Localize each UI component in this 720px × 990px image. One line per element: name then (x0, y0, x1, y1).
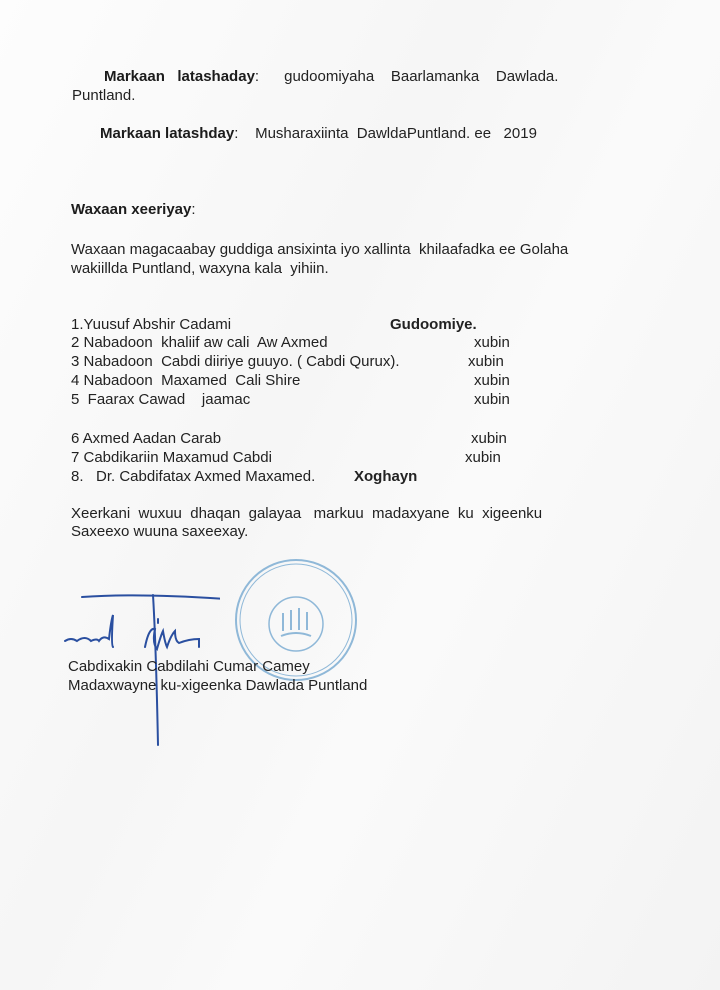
member-role: xubin (468, 353, 504, 370)
member-role: Xoghayn (354, 468, 418, 485)
section-heading: Waxaan xeeriyay: (71, 201, 196, 218)
header-line-1: Markaan latashaday: gudoomiyaha Baarlamanka Dawlada. (104, 68, 559, 85)
member-role: xubin (474, 372, 510, 389)
closing-line-2: Saxeexo wuuna saxeexay. (71, 523, 249, 540)
member-name: 3 Nabadoon Cabdi diiriye guuyo. ( Cabdi Qurux). (71, 353, 400, 370)
signed-label-1: Markaan latashaday (104, 68, 255, 85)
closing-line-1: Xeerkani wuxuu dhaqan galayaa markuu madaxyane ku xigeenku (71, 505, 543, 522)
member-name: 5 Faarax Cawad jaamac (71, 391, 251, 408)
member-role: xubin (474, 391, 510, 408)
header-line-2: Markaan latashday: Musharaxiinta DawldaPuntland. ee 2019 (100, 125, 537, 142)
member-role: xubin (465, 449, 501, 466)
member-name: 6 Axmed Aadan Carab (71, 430, 222, 447)
member-name: 1.Yuusuf Abshir Cadami (71, 316, 232, 333)
signed-value-2: Musharaxiinta DawldaPuntland. ee 2019 (255, 125, 537, 142)
member-role: Gudoomiye. (390, 316, 477, 333)
paragraph-line-1: Waxaan magacaabay guddiga ansixinta iyo xallinta khilaafadka ee Golaha (71, 241, 569, 258)
signed-value-1: gudoomiyaha Baarlamanka Dawlada. (284, 68, 559, 85)
member-name: 7 Cabdikariin Maxamud Cabdi (71, 449, 272, 466)
member-name: 4 Nabadoon Maxamed Cali Shire (71, 372, 301, 389)
signatory-name: Cabdixakin Cabdilahi Cumar Camey (68, 658, 310, 675)
member-name: 8. Dr. Cabdifatax Axmed Maxamed. (71, 468, 316, 485)
member-name: 2 Nabadoon khaliif aw cali Aw Axmed (71, 334, 328, 351)
paragraph-line-2: wakiillda Puntland, waxyna kala yihiin. (71, 260, 329, 277)
member-role: xubin (471, 430, 507, 447)
signatory-title: Madaxwayne ku-xigeenka Dawlada Puntland (68, 677, 368, 694)
heading-text: Waxaan xeeriyay (71, 201, 192, 218)
member-role: xubin (474, 334, 510, 351)
signed-label-2: Markaan latashday (100, 125, 235, 142)
header-line-1-cont: Puntland. (72, 87, 136, 104)
